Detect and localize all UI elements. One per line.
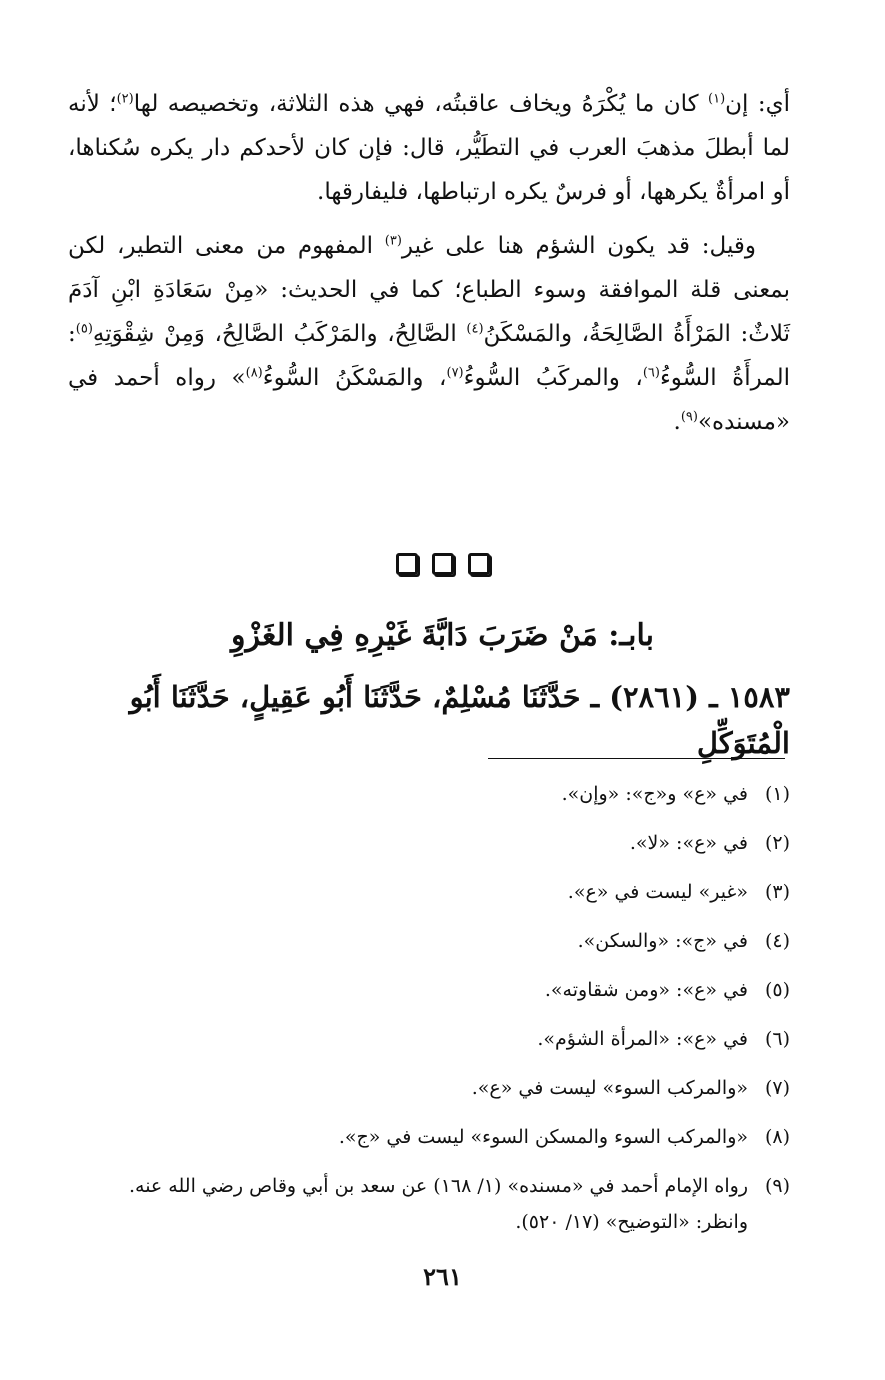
- text-run: ، والمَسْكَنُ السُّوءُ: [262, 365, 447, 391]
- footnote-item: [68, 819, 790, 868]
- footnote-text: «والمركب السوء والمسكن السوء» ليست في «ج».: [338, 1126, 748, 1148]
- text-run: .: [673, 409, 681, 435]
- footnote-number: (٩): [764, 1175, 790, 1197]
- footnote-text: في «ع» و«ج»: «وإن».: [561, 783, 748, 805]
- section-separator: [0, 553, 885, 575]
- footnote-text: «والمركب السوء» ليست في «ع».: [471, 1077, 748, 1099]
- footnote-text: في «ع»: «لا».: [629, 832, 748, 854]
- footnote-reference: (٥): [75, 321, 93, 337]
- footnotes: [68, 770, 790, 1240]
- footnote-number: (٨): [764, 1126, 790, 1148]
- footnote-item: [68, 770, 790, 819]
- text-run: » رواه أحمد في «مسنده»: [68, 365, 790, 435]
- footnote-item: [68, 1064, 790, 1113]
- footnote-item: [68, 1113, 790, 1162]
- footnote-number: (٧): [764, 1077, 790, 1099]
- footnote-text: «غير» ليست في «ع».: [567, 881, 748, 903]
- footnote-number: (٥): [764, 979, 790, 1001]
- footnote-reference: (٧): [446, 365, 464, 381]
- footnote-text: في «ع»: «ومن شقاوته».: [544, 979, 748, 1001]
- footnote-item: [68, 966, 790, 1015]
- footnote-item: [68, 1162, 790, 1240]
- footnote-text: في «ج»: «والسكن».: [577, 930, 748, 952]
- text-run: كان ما يُكْرَهُ ويخاف عاقبتُه، فهي هذه الثلاثة، وتخصيصه لها: [133, 91, 708, 117]
- footnote-reference: (٩): [680, 409, 698, 425]
- footnote-number: (١): [764, 783, 790, 805]
- footnote-item: [68, 1015, 790, 1064]
- separator-square-icon: [432, 553, 454, 575]
- footnote-divider: [488, 758, 785, 759]
- text-run: المفهوم من معنى التطير، لكن بمعنى قلة الموافقة وسوء الطباع؛ كما في الحديث: «مِنْ سَعَادَةِ ابْنِ آدَمَ ثَلاثٌ: المَرْأَةُ الصَّالِحَةُ، والمَسْكَنُ: [68, 233, 790, 347]
- text-run: وقيل: قد يكون الشؤم هنا على غير: [401, 233, 756, 259]
- footnote-reference: (٦): [642, 365, 660, 381]
- hadith-isnad-line: ١٥٨٣ ـ (٢٨٦١) ـ حَدَّثَنَا مُسْلِمٌ، حَدَّثَنَا أَبُو عَقِيلٍ، حَدَّثَنَا أَبُو الْمُتَوَكِّلِ: [129, 680, 790, 760]
- footnote-number: (٦): [764, 1028, 790, 1050]
- text-run: أي: إن: [725, 91, 790, 117]
- footnote-text-line: وانظر: «التوضيح» (١٧/ ٥٢٠).: [515, 1211, 748, 1233]
- paragraph-1: [68, 82, 790, 214]
- paragraph-2: [68, 224, 790, 444]
- footnote-number: (٤): [764, 930, 790, 952]
- chapter-title: بابـ: مَنْ ضَرَبَ دَابَّةَ غَيْرِهِ فِي الغَزْوِ: [230, 618, 655, 653]
- text-run: : المرأَةُ السُّوءُ: [68, 321, 790, 391]
- footnote-reference: (٣): [384, 233, 402, 249]
- footnote-item: [68, 868, 790, 917]
- footnote-reference: (١): [708, 91, 726, 107]
- footnote-text: [68, 1162, 748, 1240]
- footnote-number: (٣): [764, 881, 790, 903]
- separator-square-icon: [396, 553, 418, 575]
- footnote-item: [68, 917, 790, 966]
- separator-square-icon: [468, 553, 490, 575]
- page-number: ٢٦١: [423, 1262, 462, 1291]
- footnote-reference: (٤): [466, 321, 484, 337]
- commentary-text: [68, 82, 790, 444]
- footnote-reference: (٨): [245, 365, 263, 381]
- text-run: ؛ لأنه لما أبطلَ مذهبَ العرب في التطَيُّر، قال: فإن كان لأحدكم دار يكره سُكناها، أو امرأةٌ يكرهها، أو فرسٌ يكره ارتباطها، فليفارقها.: [68, 91, 790, 205]
- text-run: ، والمركَبُ السُّوءُ: [463, 365, 643, 391]
- footnote-text: في «ع»: «المرأة الشؤم».: [537, 1028, 748, 1050]
- footnote-reference: (٢): [116, 91, 134, 107]
- footnote-text-line: رواه الإمام أحمد في «مسنده» (١/ ١٦٨) عن سعد بن أبي وقاص رضي الله عنه.: [128, 1175, 748, 1197]
- footnote-number: (٢): [764, 832, 790, 854]
- text-run: الصَّالِحُ، والمَرْكَبُ الصَّالِحُ، وَمِنْ شِقْوَتِهِ: [92, 321, 467, 347]
